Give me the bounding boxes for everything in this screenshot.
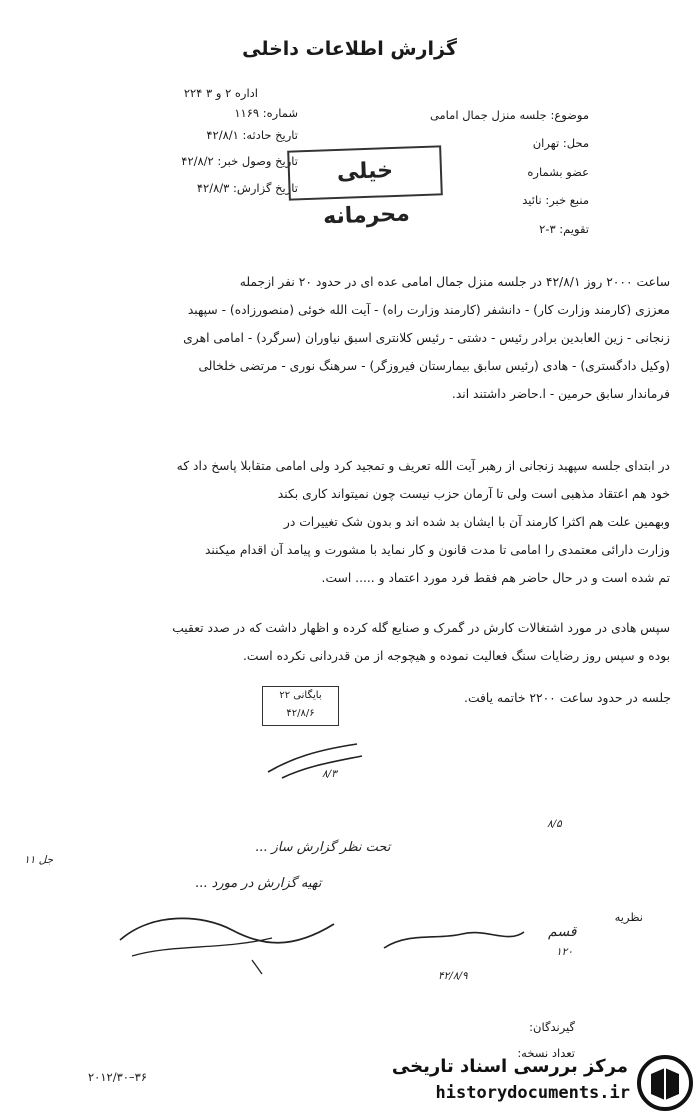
paragraph-3-line: بوده و سپس روز رضایات سنگ فعالیت نموده و هیچوجه از من قدردانی نکرده است. — [242, 649, 670, 663]
paragraph-2-line: وزارت دارائی معتمدی را امامی تا مدت قانون و کار نماید با مشورت و پیامد آن اقدام میکنند — [204, 543, 670, 557]
archive-box-line-2: ۴۲/۸/۶ — [286, 708, 315, 719]
handwritten-left-note: جل ۱۱ — [24, 854, 54, 866]
section-label: قسم — [548, 924, 577, 940]
copies-label: تعداد نسخه: — [517, 1046, 575, 1060]
paragraph-3-line: سپس هادی در مورد اشتغالات کارش در گمرک و صنایع گله کرده و اظهار داشت که در صدد تعقیب — [172, 621, 670, 635]
paragraph-1-line: (وکیل دادگستری) - هادی (رئیس سابق بیمارستان فیروزگر) - سرهنگ نوری - مرتضی خلخالی — [198, 359, 670, 373]
archive-box — [262, 686, 339, 726]
paragraph-2-line: تم شده است و در حال حاضر هم فقط فرد مورد اعتماد و ..... است. — [321, 571, 670, 585]
received-date-line: تاریخ وصول خبر: ۴۲/۸/۲ — [181, 154, 298, 168]
paragraph-1-line: معززی (کارمند وزارت کار) - دانشفر (کارمند وزارت راه) - آیت الله خوئی (منصورزاده) - سپهبد — [187, 303, 670, 317]
event-date-line: تاریخ حادثه: ۴۲/۸/۱ — [206, 128, 298, 142]
paragraph-1-line: زنجانی - زین العابدین برادر رئیس - دشتی - رئیس کلانتری اسبق نیاوران (سرگرد) - امامی اهری — [183, 331, 670, 345]
source-line: منبع خبر: نائید — [522, 193, 589, 207]
archive-box-line-1: بایگانی ۲۲ — [279, 690, 322, 701]
office-line: اداره ۲ و ۳ ۲۲۴ — [183, 86, 258, 100]
paragraph-2-line: وبهمین علت هم اکثرا کارمند آن با ایشان بد شده اند و بدون شک تغییرات در — [283, 515, 670, 529]
watermark — [391, 1052, 696, 1114]
paragraph-1-line: فرماندار سابق حرمین - ا.حاضر داشتند اند. — [451, 387, 670, 401]
paragraph-1 — [40, 268, 670, 408]
form-code: ۲۰۱۲/۳۰–۳۶ — [88, 1070, 148, 1084]
subject-line: موضوع: جلسه منزل جمال امامی — [429, 108, 589, 122]
evaluation-line: تقویم: ۳-۲ — [539, 222, 589, 236]
handwritten-date-1: ۸/۳ — [322, 768, 337, 780]
paragraph-3 — [40, 614, 670, 670]
watermark-title: مرکز بررسی اسناد تاریخی — [391, 1056, 628, 1077]
classification-stamp: خیلی محرمانه — [287, 145, 443, 200]
handwritten-note-1: تحت نظر گزارش ساز ... — [255, 840, 391, 855]
closing-line: جلسه در حدود ساعت ۲۲۰۰ خاتمه یافت. — [464, 691, 671, 705]
place-line: محل: تهران — [532, 136, 589, 150]
handwritten-note-2: تهیه گزارش در مورد ... — [195, 876, 322, 891]
signature-scribble — [262, 738, 372, 788]
signature-left — [112, 900, 342, 980]
signature-date: ۴۲/۸/۹ — [438, 970, 468, 982]
archive-logo-icon — [636, 1054, 696, 1112]
handwritten-date-2: ۸/۵ — [547, 818, 562, 830]
paragraph-2 — [40, 452, 670, 592]
paragraph-2-line: خود هم اعتقاد مذهبی است ولی تا آرمان حزب نیست چون نمیتواند کاری بکند — [277, 487, 670, 501]
member-number-line: عضو بشماره — [527, 165, 589, 179]
report-date-line: تاریخ گزارش: ۴۲/۸/۳ — [196, 181, 298, 195]
opinion-label: نظریه — [614, 910, 643, 924]
section-number: ۱۲۰ — [556, 946, 573, 958]
signature-middle — [378, 918, 528, 978]
paragraph-1-line: ساعت ۲۰۰۰ روز ۴۲/۸/۱ در جلسه منزل جمال امامی عده ای در حدود ۲۰ نفر ازجمله — [239, 275, 670, 289]
number-line: شماره: ۱۱۶۹ — [234, 106, 298, 120]
document-title: گزارش اطلاعات داخلی — [242, 38, 457, 60]
recipients-label: گیرندگان: — [529, 1020, 575, 1034]
watermark-url: historydocuments.ir — [435, 1083, 630, 1103]
paragraph-2-line: در ابتدای جلسه سپهبد زنجانی از رهبر آیت الله تعریف و تمجید کرد ولی امامی متقابلا پاسخ داد که — [176, 459, 670, 473]
